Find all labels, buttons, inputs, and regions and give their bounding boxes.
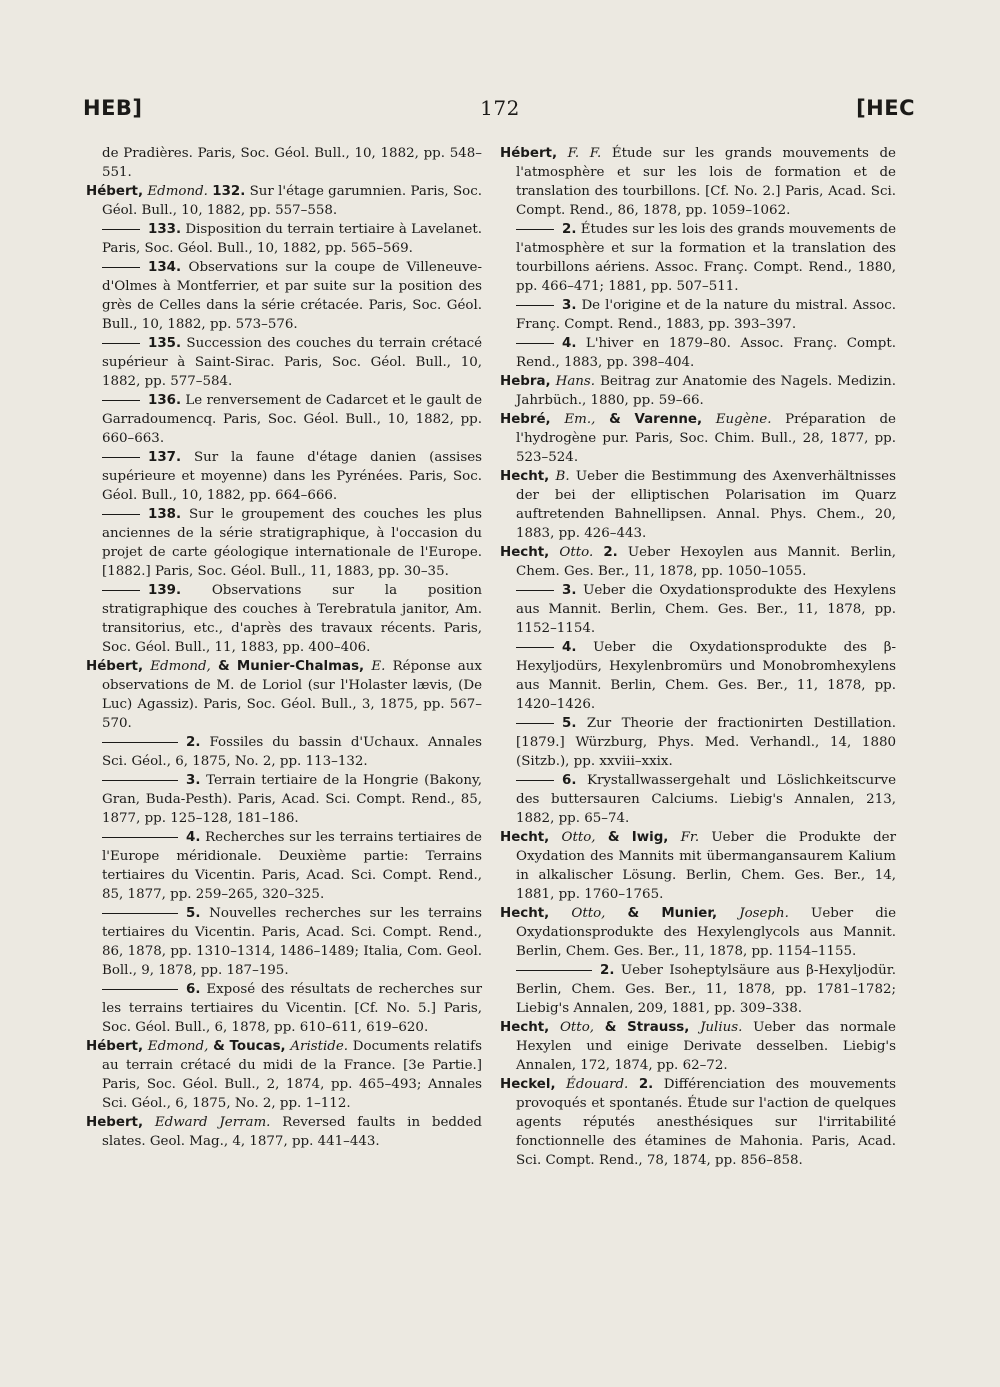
ditto-dash <box>516 590 554 591</box>
bibliography-subentry <box>500 638 896 714</box>
entry-number: 133. <box>148 222 182 237</box>
coauthor-surname: Strauss, <box>627 1020 690 1035</box>
entry-number: 3. <box>562 583 577 598</box>
entry-number: 135. <box>148 336 182 351</box>
entry-text: Ueber Isoheptylsäure aus β-Hexyljodür. Berlin, Chem. Ges. Ber., 11, 1878, pp. 1781–1782; Liebig's Annalen, 209, 1881, pp. 309–338. <box>516 963 896 1016</box>
ditto-dash <box>516 723 554 724</box>
entry-text: Nouvelles recherches sur les terrains tertiaires du Vicentin. Paris, Acad. Sci. Compt. Rend., 86, 1878, pp. 1310–1314, 1486–1489; Italia, Com. Geol. Boll., 9, 1878, pp. 187–195. <box>102 906 482 978</box>
bibliography-subentry <box>86 258 482 334</box>
entry-text: Ueber Hexoylen aus Mannit. Berlin, Chem. Ges. Ber., 11, 1878, pp. 1050–1055. <box>516 545 896 579</box>
coauthor-given-name: Fr. <box>680 830 700 845</box>
bibliography-entry <box>86 182 482 220</box>
bibliography-subentry <box>500 296 896 334</box>
entry-number: 3. <box>562 298 577 313</box>
bibliography-entry <box>500 828 896 904</box>
author-given-name: F. F. <box>567 146 602 161</box>
bibliography-subentry <box>86 391 482 448</box>
author-surname: Hébert, <box>86 659 144 674</box>
running-head-left: HEB] <box>83 96 143 120</box>
author-surname: Hecht, <box>500 1020 550 1035</box>
author-given-name: Edmond. <box>147 184 208 199</box>
coauthor-ampersand: & <box>213 1039 225 1054</box>
author-given-name: Otto. <box>559 545 594 560</box>
bibliography-entry <box>86 1037 482 1113</box>
entry-text: Ueber die Produkte der Oxydation des Mannits mit übermangansaurem Kalium in alkalischer Lösung. Berlin, Chem. Ges. Ber., 14, 1881, pp. 1760–1765. <box>516 830 896 902</box>
entry-text: Zur Theorie der fractionirten Destillation. [1879.] Würzburg, Phys. Med. Verhandl., 14, 1880 (Sitzb.), pp. xxviii–xxix. <box>516 716 896 769</box>
coauthor-surname: Munier, <box>661 906 718 921</box>
entry-number: 2. <box>186 735 201 750</box>
entry-text: Réponse aux observations de M. de Loriol (sur l'Holaster lævis, (De Luc) Agassiz). Paris, Soc. Géol. Bull., 3, 1875, pp. 567–570. <box>102 659 482 731</box>
coauthor-given-name: Joseph. <box>739 906 789 921</box>
author-given-name: Em., <box>564 412 596 427</box>
bibliography-entry <box>86 657 482 733</box>
right-column <box>500 144 896 1170</box>
entry-text: Le renversement de Cadarcet et le gault de Garradoumencq. Paris, Soc. Géol. Bull., 10, 1882, pp. 660–663. <box>102 393 483 446</box>
entry-text: Terrain tertiaire de la Hongrie (Bakony, Gran, Buda-Pesth). Paris, Acad. Sci. Compt. Rend., 85, 1877, pp. 125–128, 181–186. <box>102 773 482 826</box>
running-head-right: [HEC <box>856 96 915 120</box>
entry-number: 4. <box>562 336 577 351</box>
ditto-dash <box>516 970 592 971</box>
ditto-dash <box>102 780 178 781</box>
coauthor-surname: Toucas, <box>229 1039 286 1054</box>
coauthor-ampersand: & <box>607 830 620 845</box>
coauthor-surname: Iwig, <box>631 830 669 845</box>
entry-number: 3. <box>186 773 201 788</box>
bibliography-subentry <box>86 733 482 771</box>
coauthor-given-name: Aristide. <box>290 1039 349 1054</box>
author-given-name: Edmond, <box>147 1039 209 1054</box>
ditto-dash <box>102 837 178 838</box>
author-given-name: Hans. <box>555 374 596 389</box>
coauthor-ampersand: & <box>604 1020 617 1035</box>
entry-number: 132. <box>212 184 246 199</box>
coauthor-surname: Munier-Chalmas, <box>236 659 365 674</box>
entry-number: 4. <box>562 640 577 655</box>
bibliography-entry <box>500 372 896 410</box>
entry-text: Succession des couches du terrain crétacé supérieur à Saint-Sirac. Paris, Soc. Géol. Bull., 10, 1882, pp. 577–584. <box>102 336 482 389</box>
ditto-dash <box>102 590 140 591</box>
coauthor-given-name: Eugène. <box>715 412 772 427</box>
entry-text: Observations sur la coupe de Villeneuve-d'Olmes à Montferrier, et par suite sur la position des grès de Celles dans la série crétacée. Paris, Soc. Géol. Bull., 10, 1882, pp. 573–576. <box>102 260 482 332</box>
ditto-dash <box>102 742 178 743</box>
entry-number: 2. <box>603 545 618 560</box>
ditto-dash <box>516 343 554 344</box>
ditto-dash <box>102 343 140 344</box>
ditto-dash <box>102 989 178 990</box>
entry-text: Ueber die Oxydationsprodukte des β-Hexyljodürs, Hexylenbromürs und Monobromhexylens aus Mannit. Berlin, Chem. Ges. Ber., 11, 1878, pp. 1420–1426. <box>516 640 896 712</box>
author-given-name: Otto, <box>571 906 606 921</box>
ditto-dash <box>516 647 554 648</box>
author-given-name: Edward Jerram. <box>154 1115 271 1130</box>
entry-text: Ueber die Oxydationsprodukte des Hexylenglycols aus Mannit. Berlin, Chem. Ges. Ber., 11, 1878, pp. 1154–1155. <box>516 906 897 959</box>
entry-number: 136. <box>148 393 182 408</box>
entry-text: Sur la faune d'étage danien (assises supérieure et moyenne) dans les Pyrénées. Paris, Soc. Géol. Bull., 10, 1882, pp. 664–666. <box>102 450 482 503</box>
entry-text: de Pradières. Paris, Soc. Géol. Bull., 10, 1882, pp. 548–551. <box>102 146 482 180</box>
bibliography-entry <box>86 1113 482 1151</box>
entry-text: Ueber die Oxydationsprodukte des Hexylens aus Mannit. Berlin, Chem. Ges. Ber., 11, 1878, pp. 1152–1154. <box>516 583 896 636</box>
author-given-name: B. <box>555 469 570 484</box>
entry-number: 2. <box>600 963 615 978</box>
ditto-dash <box>516 305 554 306</box>
ditto-dash <box>102 913 178 914</box>
coauthor-given-name: Julius. <box>700 1020 743 1035</box>
ditto-dash <box>102 267 140 268</box>
entry-text: De l'origine et de la nature du mistral. Assoc. Franç. Compt. Rend., 1883, pp. 393–397. <box>516 298 896 332</box>
entry-number: 6. <box>186 982 201 997</box>
entry-number: 4. <box>186 830 201 845</box>
ditto-dash <box>516 780 554 781</box>
entry-continuation <box>86 144 482 182</box>
bibliography-entry <box>500 904 896 961</box>
entry-text: Différenciation des mouvements provoqués et spontanés. Étude sur l'action de quelques agents réputés anesthésiques sur l'irritabilité fonctionnelle des étamines de Mahonia. Paris, Acad. Sci. Compt. Rend., 78, 1874, pp. 856–858. <box>516 1077 897 1168</box>
entry-text: Sur l'étage garumnien. Paris, Soc. Géol. Bull., 10, 1882, pp. 557–558. <box>102 184 482 218</box>
left-column <box>86 144 482 1151</box>
author-given-name: Otto, <box>561 830 596 845</box>
bibliography-subentry <box>86 828 482 904</box>
bibliography-subentry <box>86 904 482 980</box>
entry-number: 139. <box>148 583 182 598</box>
entry-number: 2. <box>562 222 577 237</box>
bibliography-subentry <box>86 505 482 581</box>
entry-number: 2. <box>638 1077 654 1092</box>
bibliography-subentry <box>86 448 482 505</box>
bibliography-subentry <box>86 581 482 657</box>
entry-number: 5. <box>186 906 201 921</box>
coauthor-ampersand: & <box>218 659 230 674</box>
entry-text: Ueber das normale Hexylen und einige Derivate desselben. Liebig's Annalen, 172, 1874, pp. 62–72. <box>516 1020 896 1073</box>
entry-text: Reversed faults in bedded slates. Geol. Mag., 4, 1877, pp. 441–443. <box>102 1115 483 1149</box>
entry-text: Recherches sur les terrains tertiaires de l'Europe méridionale. Deuxième partie: Terrains tertiaires du Vicentin. Paris, Acad. Sci. Compt. Rend., 85, 1877, pp. 259–265, 320–325. <box>102 830 482 902</box>
entry-text: Beitrag zur Anatomie des Nagels. Medizin. Jahrbüch., 1880, pp. 59–66. <box>516 374 896 408</box>
page-number: 172 <box>480 96 520 120</box>
ditto-dash <box>516 229 554 230</box>
author-surname: Hebert, <box>86 1115 144 1130</box>
entry-number: 5. <box>562 716 577 731</box>
entry-text: Ueber die Bestimmung des Axenverhältnisses der bei der elliptischen Polarisation im Quarz auftretenden Bahnellipsen. Annal. Phys. Chem., 20, 1883, pp. 426–443. <box>516 469 896 541</box>
author-given-name: Édouard. <box>566 1077 629 1092</box>
entry-number: 138. <box>148 507 182 522</box>
bibliography-subentry <box>86 980 482 1037</box>
bibliography-entry <box>500 467 896 543</box>
bibliography-subentry <box>500 220 896 296</box>
author-surname: Hecht, <box>500 545 550 560</box>
bibliography-entry <box>500 1075 896 1170</box>
author-given-name: Otto, <box>559 1020 595 1035</box>
entry-number: 6. <box>562 773 577 788</box>
author-surname: Hébert, <box>86 184 144 199</box>
bibliography-entry <box>500 543 896 581</box>
author-given-name: Edmond, <box>150 659 211 674</box>
bibliography-subentry <box>500 714 896 771</box>
author-surname: Hebré, <box>500 412 551 427</box>
bibliography-subentry <box>500 771 896 828</box>
author-surname: Hébert, <box>86 1039 144 1054</box>
ditto-dash <box>102 229 140 230</box>
entry-number: 137. <box>148 450 182 465</box>
bibliography-subentry <box>86 220 482 258</box>
author-surname: Hébert, <box>500 146 558 161</box>
entry-number: 134. <box>148 260 182 275</box>
bibliography-subentry <box>86 771 482 828</box>
author-surname: Hecht, <box>500 906 550 921</box>
bibliography-entry <box>500 1018 896 1075</box>
entry-text: Krystallwassergehalt und Löslichkeitscurve des buttersauren Calciums. Liebig's Annalen, 213, 1882, pp. 65–74. <box>516 773 896 826</box>
ditto-dash <box>102 457 140 458</box>
entry-text: Exposé des résultats de recherches sur les terrains tertiaires du Vicentin. [Cf. No. 5.] Paris, Soc. Géol. Bull., 6, 1878, pp. 610–611, 619–620. <box>102 982 483 1035</box>
ditto-dash <box>102 400 140 401</box>
coauthor-ampersand: & <box>627 906 640 921</box>
coauthor-surname: Varenne, <box>634 412 703 427</box>
entry-text: Observations sur la position stratigraphique des couches à Terebratula janitor, Am. transitorius, etc., d'après des travaux récents. Paris, Soc. Géol. Bull., 11, 1883, pp. 400–406. <box>102 583 482 655</box>
entry-text: L'hiver en 1879–80. Assoc. Franç. Compt. Rend., 1883, pp. 398–404. <box>516 336 896 370</box>
bibliography-entry <box>500 410 896 467</box>
author-surname: Heckel, <box>500 1077 556 1092</box>
bibliography-subentry <box>86 334 482 391</box>
entry-text: Études sur les lois des grands mouvements de l'atmosphère et sur la formation et la translation des tourbillons aériens. Assoc. Franç. Compt. Rend., 1880, pp. 466–471; 1881, pp. 507–511. <box>516 222 896 294</box>
coauthor-given-name: E. <box>371 659 386 674</box>
bibliography-subentry <box>500 581 896 638</box>
bibliography-entry <box>500 144 896 220</box>
author-surname: Hecht, <box>500 469 550 484</box>
author-surname: Hecht, <box>500 830 550 845</box>
entry-text: Disposition du terrain tertiaire à Lavelanet. Paris, Soc. Géol. Bull., 10, 1882, pp. 565–569. <box>102 222 482 256</box>
coauthor-ampersand: & <box>609 412 621 427</box>
bibliography-subentry <box>500 334 896 372</box>
entry-text: Fossiles du bassin d'Uchaux. Annales Sci. Géol., 6, 1875, No. 2, pp. 113–132. <box>102 735 482 769</box>
bibliography-subentry <box>500 961 896 1018</box>
ditto-dash <box>102 514 140 515</box>
entry-text: Documents relatifs au terrain crétacé du midi de la France. [3e Partie.] Paris, Soc. Géol. Bull., 2, 1874, pp. 465–493; Annales Sci. Géol., 6, 1875, No. 2, pp. 1–112. <box>102 1039 482 1111</box>
author-surname: Hebra, <box>500 374 551 389</box>
entry-text: Étude sur les grands mouvements de l'atmosphère et sur les lois de formation et de translation des tourbillons. [Cf. No. 2.] Paris, Acad. Sci. Compt. Rend., 86, 1878, pp. 1059–1062. <box>516 146 896 218</box>
entry-text: Préparation de l'hydrogène pur. Paris, Soc. Chim. Bull., 28, 1877, pp. 523–524. <box>516 412 896 465</box>
entry-text: Sur le groupement des couches les plus anciennes de la série stratigraphique, à l'occasion du projet de carte géologique internationale de l'Europe. [1882.] Paris, Soc. Géol. Bull., 11, 1883, pp. 30–35. <box>102 507 482 579</box>
